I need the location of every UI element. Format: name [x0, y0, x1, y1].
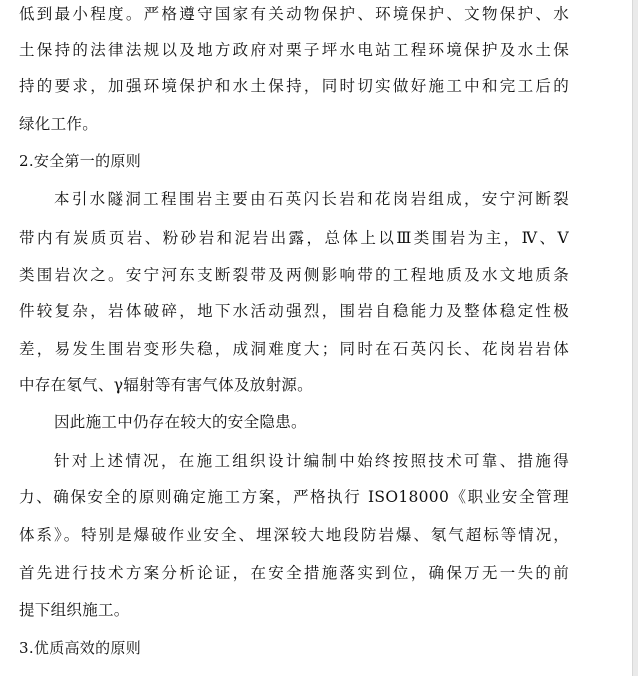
- text-line: 首先进行技术方案分析论证，在安全措施落实到位，确保万无一失的前: [19, 564, 569, 582]
- text-line: 带内有炭质页岩、粉砂岩和泥岩出露，总体上以Ⅲ类围岩为主，Ⅳ、Ⅴ: [19, 229, 569, 247]
- text-line: 土保持的法律法规以及地方政府对栗子坪水电站工程环境保护及水土保: [19, 41, 569, 59]
- text-line: 差，易发生围岩变形失稳，成洞难度大；同时在石英闪长、花岗岩岩体: [19, 340, 569, 358]
- text-line: 中存在氡气、γ辐射等有害气体及放射源。: [19, 376, 313, 394]
- text-line: 本引水隧洞工程围岩主要由石英闪长岩和花岗岩组成，安宁河断裂: [54, 190, 569, 208]
- text-line: 因此施工中仍存在较大的安全隐患。: [54, 413, 307, 431]
- section-heading: 2.安全第一的原则: [19, 152, 142, 170]
- text-line: 低到最小程度。严格遵守国家有关动物保护、环境保护、文物保护、水: [19, 5, 569, 23]
- text-line: 针对上述情况，在施工组织设计编制中始终按照技术可靠、措施得: [54, 452, 569, 470]
- text-line: 件较复杂，岩体破碎，地下水活动强烈，围岩自稳能力及整体稳定性极: [19, 302, 569, 320]
- text-line: 类围岩次之。安宁河东支断裂带及两侧影响带的工程地质及水文地质条: [19, 266, 569, 284]
- text-line: 绿化工作。: [19, 115, 99, 133]
- text-line: 持的要求，加强环境保护和水土保持，同时切实做好施工中和完工后的: [19, 77, 569, 95]
- text-line: 体系》。特别是爆破作业安全、埋深较大地段防岩爆、氡气超标等情况，: [19, 526, 569, 544]
- page-edge: [632, 0, 638, 676]
- text-line: 力、确保安全的原则确定施工方案，严格执行 ISO18000《职业安全管理: [19, 488, 569, 506]
- section-heading: 3.优质高效的原则: [19, 639, 142, 657]
- text-line: 提下组织施工。: [19, 601, 130, 619]
